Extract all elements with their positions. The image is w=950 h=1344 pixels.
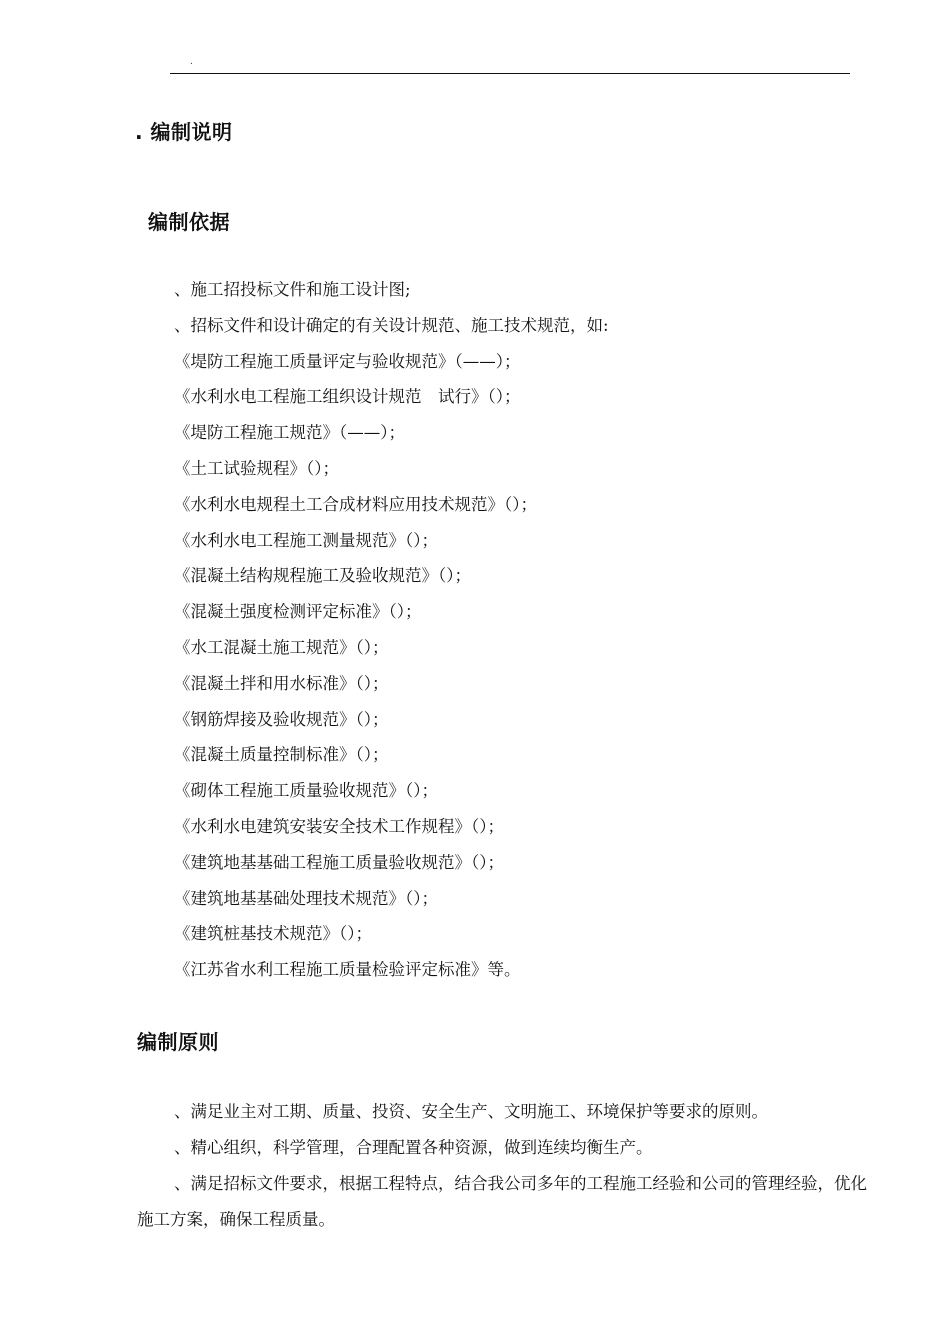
list-item: 《水利水电建筑安装安全技术工作规程》（）； (174, 816, 504, 836)
list-item: 、施工招投标文件和施工设计图; (174, 280, 411, 299)
basis-heading: 编制依据 (148, 210, 230, 234)
list-item: 《混凝土结构规程施工及验收规范》（）； (174, 566, 471, 586)
basis-list (174, 276, 874, 992)
principles-heading: 编制原则 (137, 1030, 219, 1054)
list-item: 《水利水电工程施工组织设计规范 试行》（）； (174, 387, 521, 407)
list-item: 《混凝土强度检测评定标准》（）； (174, 602, 422, 622)
header-rule (170, 73, 850, 74)
list-item: 《水利水电工程施工测量规范》（）； (174, 530, 438, 550)
list-item: 《堤防工程施工质量评定与验收规范》（——）； (174, 351, 521, 371)
list-item: 《建筑桩基技术规范》（）； (174, 924, 372, 944)
list-item: 《钢筋焊接及验收规范》（）； (174, 709, 389, 729)
list-item: 《水利水电规程土工合成材料应用技术规范》（）； (174, 494, 537, 514)
header-mark: . (190, 56, 193, 67)
list-item: 《混凝土拌和用水标准》（）； (174, 673, 389, 693)
list-item: 、招标文件和设计确定的有关设计规范、施工技术规范，如: (174, 315, 609, 335)
list-item: 《土工试验规程》（）； (174, 458, 339, 478)
list-item: 《砌体工程施工质量验收规范》（）； (174, 781, 438, 801)
list-item: 《水工混凝土施工规范》（）； (174, 637, 389, 657)
principle-paragraph: 、满足招标文件要求，根据工程特点，结合我公司多年的工程施工经验和公司的管理经验，优化施工方案，确保工程质量。 (137, 1174, 867, 1229)
section-title: . 编制说明 (135, 120, 233, 144)
list-item: 《混凝土质量控制标准》（）； (174, 745, 389, 765)
list-item: 《堤防工程施工规范》（——）； (174, 423, 405, 443)
principle-paragraph: 、满足业主对工期、质量、投资、安全生产、文明施工、环境保护等要求的原则。 (174, 1102, 768, 1121)
list-item: 《建筑地基基础工程施工质量验收规范》（）； (174, 852, 504, 872)
principles-list (137, 1094, 877, 1238)
principle-paragraph: 、精心组织，科学管理，合理配置各种资源，做到连续均衡生产。 (174, 1138, 653, 1157)
list-item: 《江苏省水利工程施工质量检验评定标准》等。 (174, 960, 521, 980)
list-item: 《建筑地基基础处理技术规范》（）； (174, 888, 438, 908)
